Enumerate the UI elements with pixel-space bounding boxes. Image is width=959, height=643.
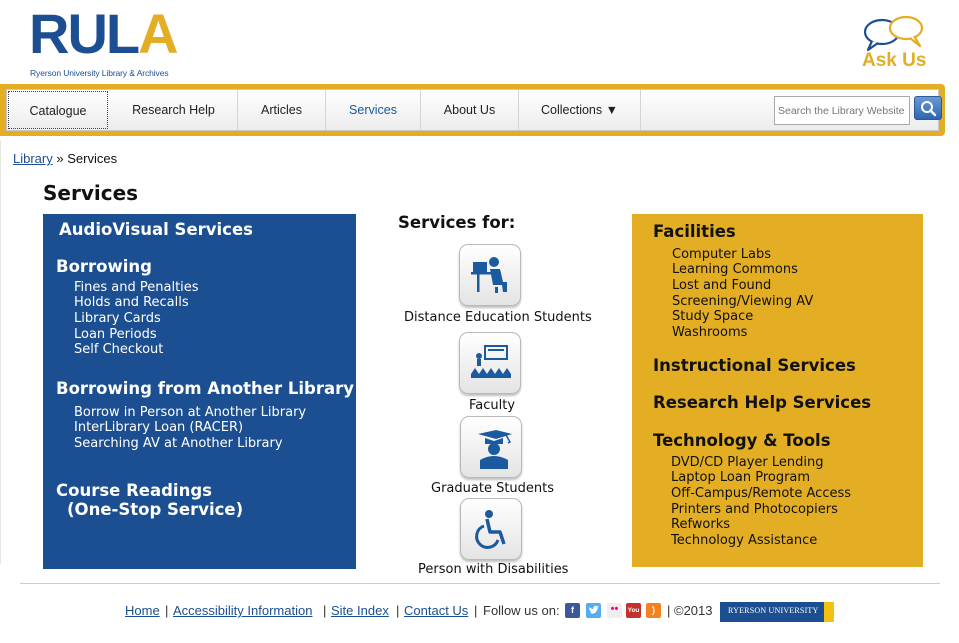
distance-education-label[interactable]: Distance Education Students: [404, 310, 592, 325]
course-readings-subtitle[interactable]: (One-Stop Service): [67, 500, 244, 519]
ask-us-button[interactable]: [858, 16, 930, 76]
footer-accessibility-link[interactable]: Accessibility Information: [173, 603, 313, 618]
footer-site-index-link[interactable]: Site Index: [331, 603, 389, 618]
learning-commons-link[interactable]: Learning Commons: [672, 262, 798, 277]
follow-us-label: Follow us on:: [483, 603, 560, 618]
audiovisual-services-link[interactable]: AudioVisual Services: [59, 220, 253, 239]
dvd-cd-player-lending-link[interactable]: DVD/CD Player Lending: [671, 455, 824, 470]
technology-tools-heading[interactable]: Technology & Tools: [653, 431, 831, 450]
nav-services[interactable]: Services: [326, 90, 421, 130]
library-logo[interactable]: [29, 2, 179, 80]
ryerson-logo-stripe: [824, 602, 834, 622]
lecture-hall-icon: [465, 338, 517, 390]
search-input[interactable]: [774, 96, 910, 125]
self-checkout-link[interactable]: Self Checkout: [74, 342, 164, 357]
youtube-icon[interactable]: You: [626, 603, 641, 618]
refworks-link[interactable]: Refworks: [671, 517, 731, 532]
borrowing-another-library-heading[interactable]: Borrowing from Another Library: [56, 379, 355, 398]
faculty-label[interactable]: Faculty: [469, 398, 516, 413]
washrooms-link[interactable]: Washrooms: [672, 325, 748, 340]
search-icon: [915, 97, 943, 121]
borrow-in-person-link[interactable]: Borrow in Person at Another Library: [74, 405, 307, 420]
page-title: Services: [43, 181, 139, 205]
nav-collections[interactable]: Collections ▼: [519, 90, 641, 130]
loan-periods-link[interactable]: Loan Periods: [74, 327, 157, 342]
main-nav: [6, 89, 939, 131]
holds-and-recalls-link[interactable]: Holds and Recalls: [74, 295, 189, 310]
main-nav-frame: [0, 84, 945, 136]
screening-viewing-av-link[interactable]: Screening/Viewing AV: [672, 294, 814, 309]
speech-bubbles-icon: [858, 16, 930, 54]
searching-av-link[interactable]: Searching AV at Another Library: [74, 436, 283, 451]
wheelchair-icon: [466, 504, 518, 556]
twitter-bird-icon: [586, 603, 601, 618]
graduate-students-label[interactable]: Graduate Students: [431, 481, 555, 496]
logo-text-accent: A: [138, 2, 177, 65]
graduate-cap-icon: [466, 422, 518, 474]
student-at-desk-icon: [465, 250, 517, 302]
ryerson-logo-text: RYERSON UNIVERSITY: [728, 606, 819, 615]
logo-text-main: RUL: [29, 2, 139, 65]
footer-separator: |: [165, 603, 169, 618]
services-left-panel: [43, 214, 356, 569]
left-divider: [0, 140, 1, 564]
copyright: | ©2013: [667, 603, 713, 618]
laptop-loan-program-link[interactable]: Laptop Loan Program: [671, 470, 811, 485]
breadcrumb: [13, 151, 117, 166]
services-right-panel: [632, 214, 923, 567]
technology-assistance-link[interactable]: Technology Assistance: [671, 533, 818, 548]
nav-research-help[interactable]: Research Help: [110, 90, 238, 130]
nav-about-us[interactable]: About Us: [421, 90, 519, 130]
rss-icon[interactable]: ): [646, 603, 661, 618]
logo-subtitle: Ryerson University Library & Archives: [30, 68, 169, 78]
computer-labs-link[interactable]: Computer Labs: [672, 247, 771, 262]
ryerson-university-logo[interactable]: [720, 602, 834, 622]
course-readings-link[interactable]: Course Readings: [56, 481, 212, 500]
footer-divider: [20, 583, 940, 584]
nav-articles[interactable]: Articles: [238, 90, 326, 130]
breadcrumb-separator: »: [56, 151, 64, 166]
distance-education-button[interactable]: [459, 244, 521, 306]
research-help-services-link[interactable]: Research Help Services: [653, 393, 872, 412]
graduate-students-button[interactable]: [460, 416, 522, 478]
nav-catalogue[interactable]: Catalogue: [8, 91, 108, 129]
off-campus-remote-access-link[interactable]: Off-Campus/Remote Access: [671, 486, 852, 501]
footer-separator: |: [323, 603, 327, 618]
flickr-icon[interactable]: ••: [607, 603, 622, 618]
facebook-icon[interactable]: f: [565, 603, 580, 618]
disabilities-button[interactable]: [460, 498, 522, 560]
breadcrumb-library-link[interactable]: Library: [13, 151, 53, 166]
disabilities-label[interactable]: Person with Disabilities: [418, 562, 569, 577]
faculty-button[interactable]: [459, 332, 521, 394]
lost-and-found-link[interactable]: Lost and Found: [672, 278, 772, 293]
footer-separator: |: [396, 603, 400, 618]
borrowing-heading[interactable]: Borrowing: [56, 257, 152, 276]
twitter-icon[interactable]: [586, 603, 601, 618]
study-space-link[interactable]: Study Space: [672, 309, 754, 324]
footer-contact-us-link[interactable]: Contact Us: [404, 603, 469, 618]
search-button[interactable]: [914, 96, 942, 120]
facilities-heading[interactable]: Facilities: [653, 222, 736, 241]
footer-home-link[interactable]: Home: [125, 603, 160, 618]
ask-us-label: Ask Us: [862, 50, 927, 71]
instructional-services-link[interactable]: Instructional Services: [653, 356, 856, 375]
fines-and-penalties-link[interactable]: Fines and Penalties: [74, 280, 199, 295]
footer-separator: |: [474, 603, 478, 618]
printers-photocopiers-link[interactable]: Printers and Photocopiers: [671, 502, 838, 517]
interlibrary-loan-link[interactable]: InterLibrary Loan (RACER): [74, 420, 244, 435]
library-cards-link[interactable]: Library Cards: [74, 311, 161, 326]
breadcrumb-current: Services: [67, 151, 118, 166]
services-for-heading: Services for:: [398, 213, 516, 232]
